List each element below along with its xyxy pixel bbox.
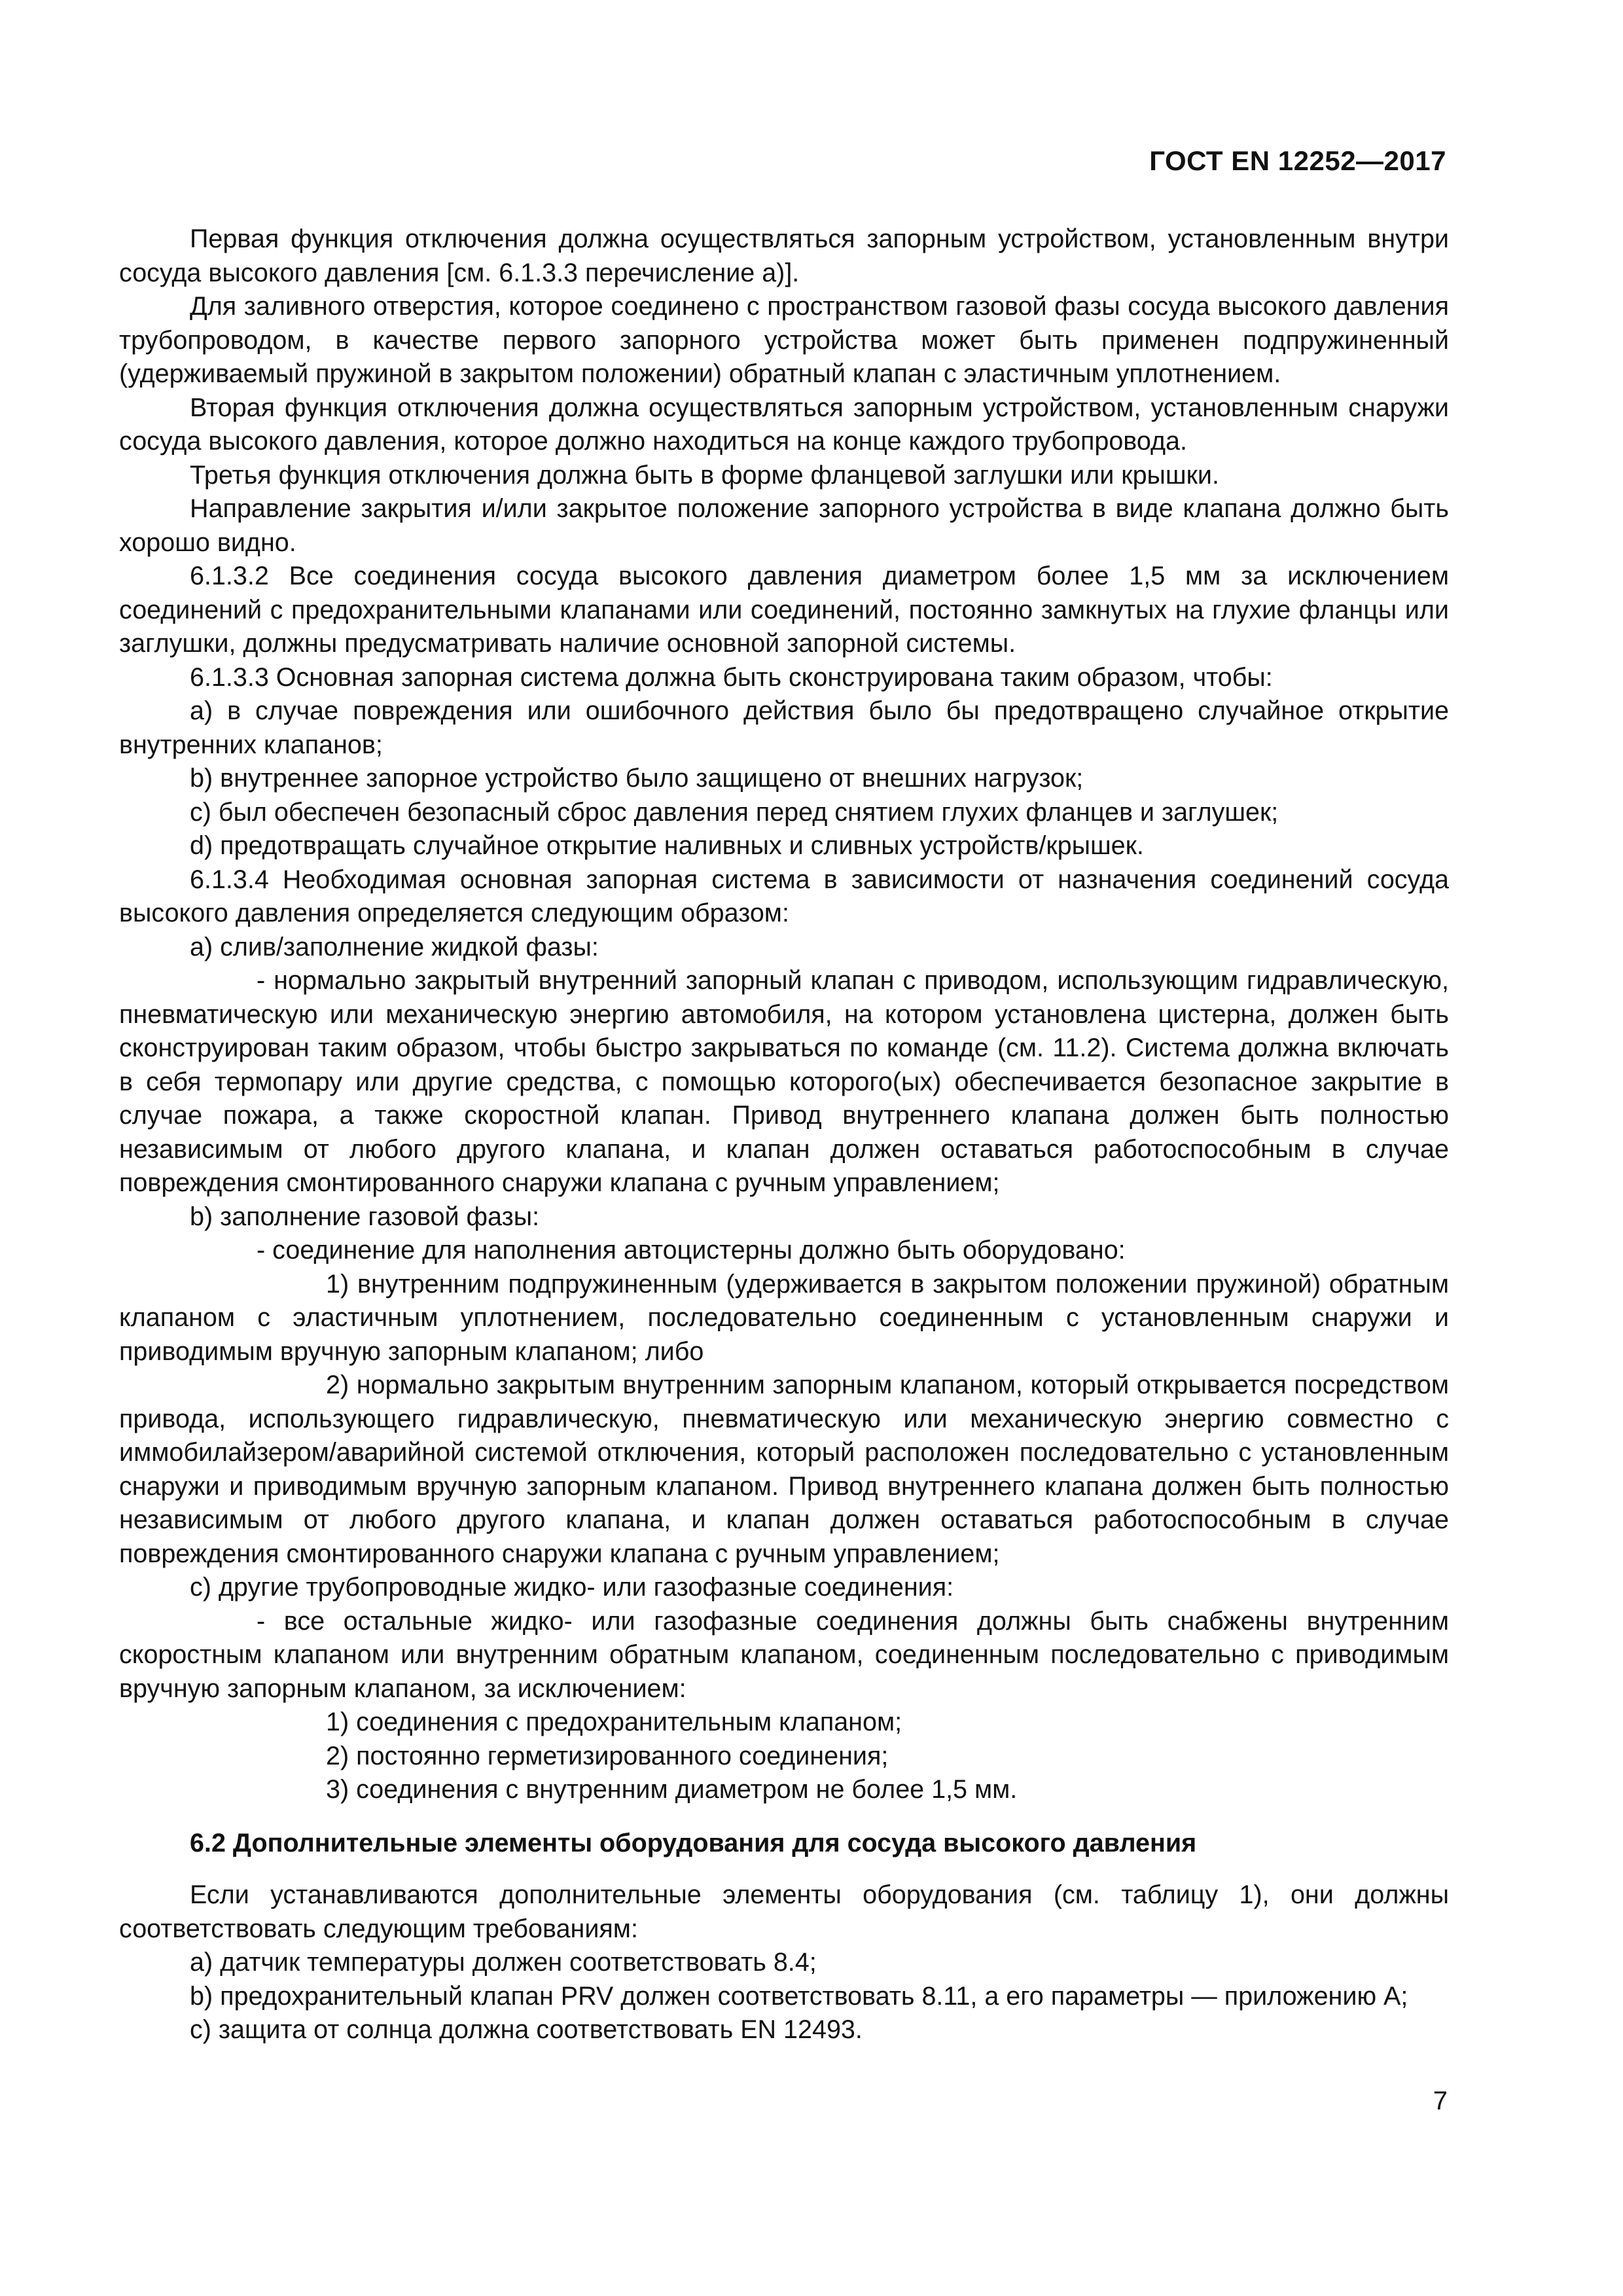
paragraph: Если устанавливаются дополнительные элементы оборудования (см. таблицу 1), они должны соответствовать следующим требованиям: xyxy=(119,1880,1449,1943)
document-body xyxy=(119,223,1449,2047)
clause-6-1-3-3: 6.1.3.3 Основная запорная система должна быть сконструирована таким образом, чтобы: xyxy=(190,662,1273,692)
numbered-item: 2) нормально закрытым внутренним запорным клапаном, который открывается посредством привода, использующего гидравлическую, пневматическую или механическую энергию совместно с иммобилайзером/аварийной системой отключения, который расположен последовательно с установленным снаружи и приводимым вручную запорным клапаном. Привод внутреннего клапана должен быть полностью независимым от любого другого клапана, и клапан должен оставаться работоспособным в случае повреждения смонтированного снаружи клапана с ручным управлением; xyxy=(119,1371,1449,1568)
section-title: 6.2 Дополнительные элементы оборудования для сосуда высокого давления xyxy=(190,1828,1197,1857)
page-number: 7 xyxy=(1433,2087,1448,2115)
document-header: ГОСТ EN 12252—2017 xyxy=(1149,145,1446,176)
list-item: с) защита от солнца должна соответствовать EN 12493. xyxy=(190,2015,863,2044)
paragraph: Вторая функция отключения должна осуществляться запорным устройством, установленным снаружи сосуда высокого давления, которое должно находиться на конце каждого трубопровода. xyxy=(119,393,1449,456)
list-item: d) предотвращать случайное открытие наливных и сливных устройств/крышек. xyxy=(190,831,1144,860)
clause-6-1-3-2: 6.1.3.2 Все соединения сосуда высокого давления диаметром более 1,5 мм за исключением соединений с предохранительными клапанами или соединений, постоянно замкнутых на глухие фланцы или заглушки, должны предусматривать наличие основной запорной системы. xyxy=(119,562,1449,658)
paragraph: Третья функция отключения должна быть в форме фланцевой заглушки или крышки. xyxy=(190,460,1219,490)
dash-item: - все остальные жидко- или газофазные соединения должны быть снабжены внутренним скоростным клапаном или внутренним обратным клапаном, соединенным последовательно с приводимым вручную запорным клапаном, за исключением: xyxy=(119,1606,1449,1703)
list-item: с) другие трубопроводные жидко- или газофазные соединения: xyxy=(190,1573,954,1602)
numbered-item: 1) соединения с предохранительным клапаном; xyxy=(326,1708,902,1736)
numbered-item: 2) постоянно герметизированного соединения; xyxy=(326,1741,889,1770)
list-item: с) был обеспечен безопасный сброс давления перед снятием глухих фланцев и заглушек; xyxy=(190,797,1279,827)
list-item: а) датчик температуры должен соответствовать 8.4; xyxy=(190,1948,817,1977)
dash-item: - нормально закрытый внутренний запорный клапан с приводом, использующим гидравлическую, пневматическую или механическую энергию автомобиля, на котором установлена цистерна, должен быть сконструирован таким образом, чтобы быстро закрываться по команде (см. 11.2). Система должна включать в себя термопару или другие средства, с помощью которого(ых) обеспечивается безопасное закрытие в случае пожара, а также скоростной клапан. Привод внутреннего клапана должен быть полностью независимым от любого другого клапана, и клапан должен оставаться работоспособным в случае повреждения смонтированного снаружи клапана с ручным управлением; xyxy=(119,966,1449,1197)
clause-6-1-3-4: 6.1.3.4 Необходимая основная запорная система в зависимости от назначения соединений сосуда высокого давления определяется следующим образом: xyxy=(119,865,1449,927)
paragraph: Для заливного отверстия, которое соединено с пространством газовой фазы сосуда высокого давления трубопроводом, в качестве первого запорного устройства может быть применен подпружиненный (удерживаемый пружиной в закрытом положении) обратный клапан с эластичным уплотнением. xyxy=(119,292,1449,388)
dash-item: - соединение для наполнения автоцистерны должно быть оборудовано: xyxy=(257,1236,1126,1265)
list-item: а) в случае повреждения или ошибочного действия было бы предотвращено случайное открытие внутренних клапанов; xyxy=(119,696,1449,759)
numbered-item: 1) внутренним подпружиненным (удерживается в закрытом положении пружиной) обратным клапаном с эластичным уплотнением, последовательно соединенным с установленным снаружи и приводимым вручную запорным клапаном; либо xyxy=(119,1269,1449,1366)
paragraph: Первая функция отключения должна осуществляться запорным устройством, установленным внутри сосуда высокого давления [см. 6.1.3.3 перечисление а)]. xyxy=(119,224,1449,287)
list-item: b) заполнение газовой фазы: xyxy=(190,1202,540,1231)
numbered-item: 3) соединения с внутренним диаметром не более 1,5 мм. xyxy=(326,1775,1018,1804)
list-item: b) внутреннее запорное устройство было защищено от внешних нагрузок; xyxy=(190,764,1084,793)
list-item: b) предохранительный клапан PRV должен соответствовать 8.11, а его параметры — приложению А; xyxy=(190,1981,1408,2011)
paragraph: Направление закрытия и/или закрытое положение запорного устройства в виде клапана должно быть хорошо видно. xyxy=(119,494,1449,557)
list-item: а) слив/заполнение жидкой фазы: xyxy=(190,932,599,961)
